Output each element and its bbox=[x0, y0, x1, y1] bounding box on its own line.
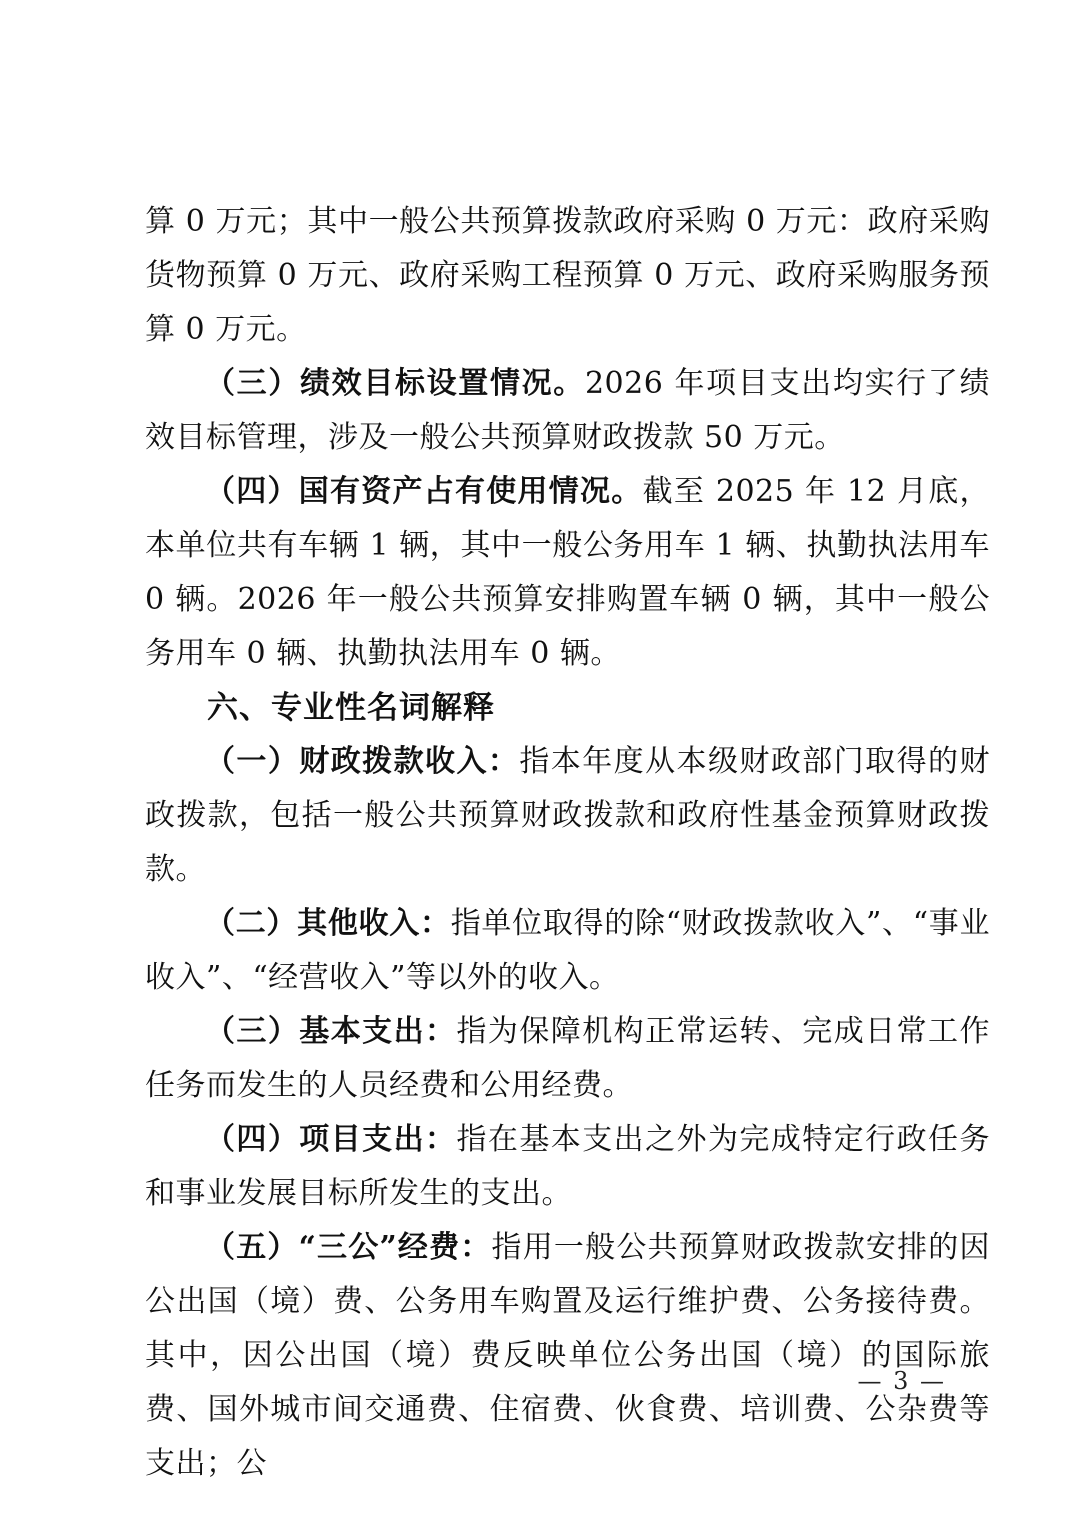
paragraph-text: 指在基本支出之外为完成特定行政任务和事业发展目标所发生的支出。 bbox=[145, 1122, 990, 1211]
paragraph bbox=[145, 195, 990, 357]
page-number: — 3 — bbox=[857, 1367, 946, 1395]
paragraph-term-label: （四）国有资产占有使用情况。 bbox=[205, 474, 643, 509]
paragraph bbox=[145, 357, 990, 465]
paragraph-text: 指用一般公共预算财政拨款安排的因公出国（境）费、公务用车购置及运行维护费、公务接待费。其中，因公出国（境）费反映单位公务出国（境）的国际旅费、国外城市间交通费、住宿费、伙食费、培训费、公杂费等支出；公 bbox=[145, 1230, 991, 1481]
section-heading: 六、专业性名词解释 bbox=[207, 690, 495, 726]
paragraph bbox=[145, 1221, 990, 1491]
paragraph-text: 指单位取得的除“财政拨款收入”、“事业收入”、“经营收入”等以外的收入。 bbox=[145, 906, 990, 995]
paragraph-text: 截至 2025 年 12 月底，本单位共有车辆 1 辆，其中一般公务用车 1 辆、执勤执法用车 0 辆。2026 年一般公共预算安排购置车辆 0 辆，其中一般公务用车 0 辆、执勤执法用车 0 辆。 bbox=[145, 474, 991, 671]
paragraph-term-label: （四）项目支出： bbox=[205, 1122, 457, 1157]
paragraph-term-label: （二）其他收入： bbox=[205, 906, 451, 941]
paragraph-term-label: （一）财政拨款收入： bbox=[205, 744, 520, 779]
paragraph bbox=[145, 1113, 990, 1221]
paragraph-text: 指为保障机构正常运转、完成日常工作任务而发生的人员经费和公用经费。 bbox=[145, 1014, 990, 1103]
paragraph bbox=[145, 1005, 990, 1113]
paragraph-term-label: （五）“三公”经费： bbox=[205, 1230, 492, 1265]
paragraph-text: 算 0 万元；其中一般公共预算拨款政府采购 0 万元：政府采购货物预算 0 万元、政府采购工程预算 0 万元、政府采购服务预算 0 万元。 bbox=[145, 204, 990, 347]
paragraph-term-label: （三）基本支出： bbox=[205, 1014, 457, 1049]
paragraph bbox=[145, 465, 990, 681]
paragraph bbox=[145, 735, 990, 897]
paragraph-term-label: （三）绩效目标设置情况。 bbox=[205, 366, 585, 401]
document-body bbox=[145, 195, 990, 1491]
paragraph bbox=[145, 897, 990, 1005]
paragraph-text: 指本年度从本级财政部门取得的财政拨款，包括一般公共预算财政拨款和政府性基金预算财政拨款。 bbox=[145, 744, 990, 887]
paragraph-text: 2026 年项目支出均实行了绩效目标管理，涉及一般公共预算财政拨款 50 万元。 bbox=[145, 366, 990, 455]
